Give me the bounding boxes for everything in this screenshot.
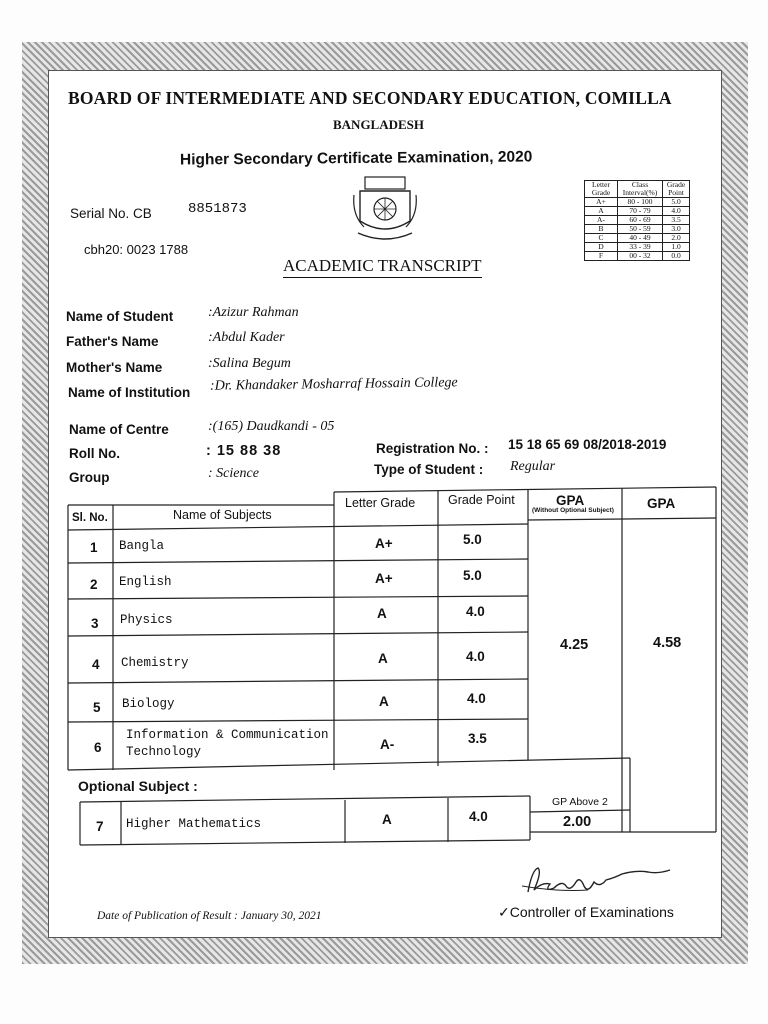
document-title: ACADEMIC TRANSCRIPT	[283, 256, 482, 278]
scale-interval: 33 - 39	[618, 243, 663, 252]
scale-interval: 40 - 49	[618, 234, 663, 243]
row-letter-grade: A	[379, 694, 389, 709]
scale-letter: F	[585, 252, 618, 261]
header-grade-point: Grade Point	[448, 493, 515, 507]
serial-label: Serial No. CB	[70, 206, 152, 221]
student-name: :Azizur Rahman	[208, 305, 299, 320]
header-gpa-without-optional: GPA	[556, 493, 585, 508]
scale-point: 2.0	[663, 234, 690, 243]
header-sl-no: Sl. No.	[72, 512, 108, 524]
centre-label: Name of Centre	[69, 422, 169, 437]
scale-letter: A	[585, 207, 618, 216]
row-grade-point: 5.0	[463, 568, 482, 583]
roll-number: : 15 88 38	[206, 443, 282, 459]
centre-name: :(165) Daudkandi - 05	[208, 419, 335, 434]
scale-letter: D	[585, 243, 618, 252]
row-sl: 2	[90, 577, 98, 592]
row-grade-point: 5.0	[463, 532, 482, 547]
exam-title: Higher Secondary Certificate Examination, 2020	[179, 148, 533, 169]
document-code: cbh20: 0023 1788	[84, 242, 189, 257]
header-letter-grade: Letter Grade	[585, 181, 618, 198]
scale-point: 4.0	[663, 207, 690, 216]
gp-above-label: GP Above 2	[552, 796, 608, 808]
student-type: Regular	[510, 459, 556, 474]
row-grade-point: 4.0	[466, 604, 485, 619]
scale-interval: 70 - 79	[618, 207, 663, 216]
row-grade-point: 4.0	[466, 649, 485, 664]
row-sl: 1	[90, 540, 98, 555]
optional-grade-point: 4.0	[469, 809, 488, 824]
header-letter-grade: Letter Grade	[345, 496, 416, 510]
row-subject: English	[119, 575, 172, 589]
optional-letter-grade: A	[382, 812, 392, 827]
header-subjects: Name of Subjects	[173, 508, 272, 522]
scale-point: 3.0	[663, 225, 690, 234]
gp-above-value: 2.00	[563, 814, 592, 830]
registration-label: Registration No. :	[376, 441, 489, 456]
header-gpa-note: (Without Optional Subject)	[532, 507, 614, 514]
row-grade-point: 4.0	[467, 691, 486, 706]
controller-signature-icon	[518, 862, 678, 902]
gpa-value: 4.58	[653, 635, 682, 651]
scale-interval: 50 - 59	[618, 225, 663, 234]
mother-name-label: Mother's Name	[66, 360, 163, 375]
scale-letter: A+	[585, 198, 618, 207]
father-name: :Abdul Kader	[208, 330, 285, 345]
scale-point: 5.0	[663, 198, 690, 207]
scale-interval: 60 - 69	[618, 216, 663, 225]
optional-subject-label: Optional Subject :	[78, 778, 198, 794]
roll-label: Roll No.	[69, 446, 120, 461]
row-letter-grade: A	[378, 651, 388, 666]
row-subject: Physics	[120, 613, 173, 627]
father-name-label: Father's Name	[66, 334, 159, 349]
optional-subject: Higher Mathematics	[126, 817, 262, 831]
scale-interval: 80 - 100	[618, 198, 663, 207]
row-sl: 3	[91, 616, 99, 631]
row-letter-grade: A-	[380, 737, 395, 752]
mother-name: :Salina Begum	[208, 356, 291, 371]
row-subject: Biology	[122, 697, 175, 711]
registration-number: 15 18 65 69 08/2018-2019	[508, 437, 667, 452]
student-name-label: Name of Student	[66, 309, 174, 324]
row-sl: 6	[94, 740, 102, 755]
scale-point: 0.0	[663, 252, 690, 261]
serial-number: 8851873	[188, 201, 247, 217]
scale-interval: 00 - 32	[618, 252, 663, 261]
board-name: BOARD OF INTERMEDIATE AND SECONDARY EDUCATION, COMILLA	[68, 88, 672, 108]
row-letter-grade: A+	[375, 536, 393, 551]
institution-name: :Dr. Khandaker Mosharraf Hossain College	[209, 375, 458, 394]
row-sl: 5	[93, 700, 101, 715]
row-subject: Bangla	[119, 539, 165, 553]
scale-point: 1.0	[663, 243, 690, 252]
row-sl: 4	[92, 657, 100, 672]
scale-letter: A-	[585, 216, 618, 225]
header-grade-point: Grade Point	[663, 181, 690, 198]
optional-sl: 7	[96, 819, 104, 834]
row-subject: Information & Communication Technology	[126, 728, 329, 759]
student-type-label: Type of Student :	[374, 462, 484, 477]
group-value: : Science	[208, 466, 259, 481]
scale-letter: C	[585, 234, 618, 243]
header-gpa: GPA	[647, 496, 676, 511]
scale-point: 3.5	[663, 216, 690, 225]
publication-date: Date of Publication of Result : January 30, 2021	[97, 910, 322, 922]
group-label: Group	[69, 470, 110, 485]
country-name: BANGLADESH	[333, 117, 425, 132]
row-grade-point: 3.5	[468, 731, 487, 746]
controller-title: ✓Controller of Examinations	[498, 904, 674, 920]
institution-label: Name of Institution	[68, 385, 191, 400]
header-class-interval: Class Interval(%)	[618, 181, 663, 198]
gpa-without-optional-value: 4.25	[560, 637, 589, 653]
scale-letter: B	[585, 225, 618, 234]
row-letter-grade: A	[377, 606, 387, 621]
row-subject: Chemistry	[121, 656, 189, 670]
row-letter-grade: A+	[375, 571, 393, 586]
